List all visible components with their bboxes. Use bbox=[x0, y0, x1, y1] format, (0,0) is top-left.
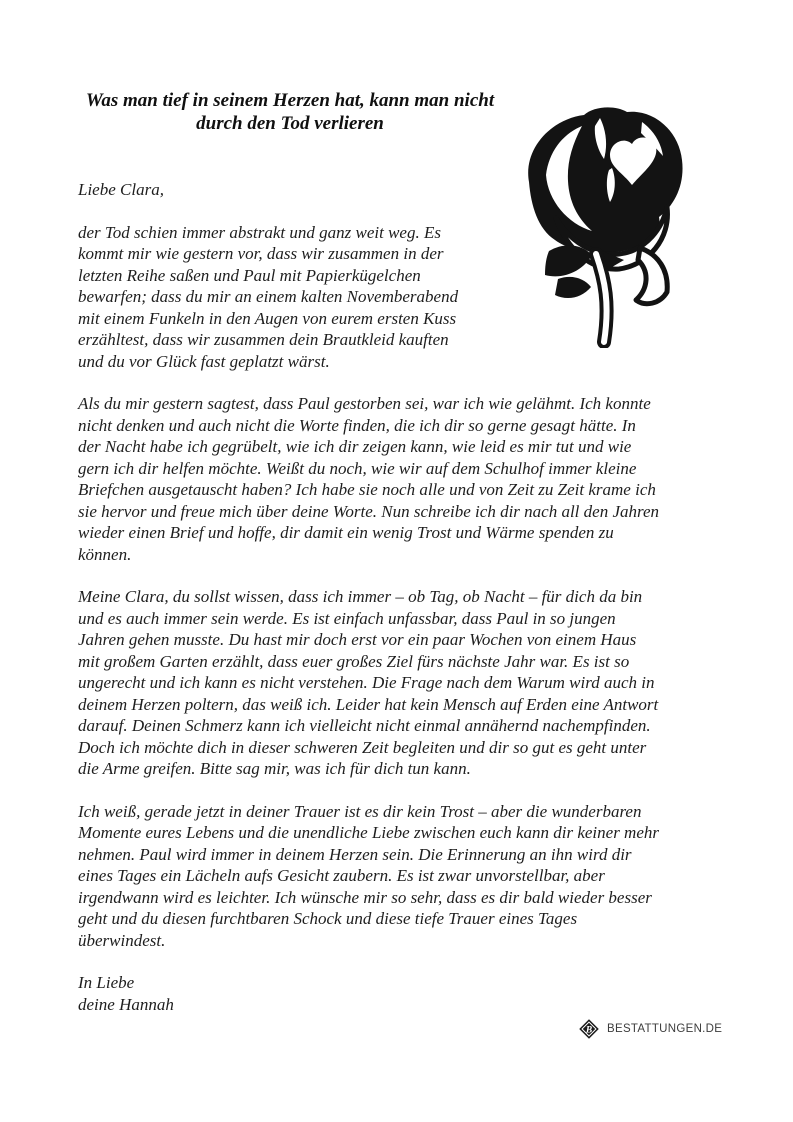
text-line: mit großem Garten erzählt, dass euer großes Ziel fürs nächste Jahr war. Es ist so bbox=[78, 651, 630, 671]
text-line: Als du mir gestern sagtest, dass Paul gestorben sei, war ich wie gelähmt. Ich konnte bbox=[78, 394, 651, 413]
salutation: Liebe Clara, bbox=[78, 180, 164, 199]
text-line: Was man tief in seinem Herzen hat, kann man nicht bbox=[85, 90, 495, 111]
text-line: sie hervor und freue mich über deine Worte. Nun schreibe ich dir nach all den Jahren bbox=[78, 501, 660, 521]
text-line: Briefchen ausgetauscht haben? Ich habe sie noch alle und von Zeit zu Zeit krame ich bbox=[78, 480, 656, 499]
text-line: deine Hannah bbox=[78, 994, 174, 1014]
text-line: ungerecht und ich kann es nicht verstehen. Die Frage nach dem Warum wird auch in bbox=[78, 673, 655, 692]
text-line: darauf. Deinen Schmerz kann ich vielleicht nicht einmal annähernd nachempfinden. bbox=[78, 716, 651, 735]
rose-icon bbox=[512, 102, 694, 348]
text-line: gern ich dir helfen möchte. Weißt du noch, wie wir auf dem Schulhof immer kleine bbox=[78, 458, 637, 478]
text-line: letzten Reihe saßen und Paul mit Papierkügelchen bbox=[78, 265, 421, 285]
text-line: Jahren gehen musste. Du hast mir doch erst vor ein paar Wochen von einem Haus bbox=[78, 630, 637, 649]
letter-closing bbox=[78, 972, 718, 1015]
text-line: bewarfen; dass du mir an einem kalten Novemberabend bbox=[78, 287, 459, 306]
text-line: und du vor Glück fast geplatzt wärst. bbox=[78, 351, 330, 371]
text-line: irgendwann wird es leichter. Ich wünsche mir so sehr, dass es dir bald wieder besser bbox=[78, 887, 652, 907]
text-line: überwindest. bbox=[78, 930, 166, 950]
letter-paragraph-2 bbox=[78, 393, 718, 565]
text-line: deinem Herzen poltern, das weiß ich. Leider hat kein Mensch auf Erden eine Antwort bbox=[78, 694, 659, 714]
text-line: der Nacht habe ich gegrübelt, wie ich dir zeigen kann, wie leid es mir tut und wie bbox=[78, 437, 632, 456]
text-line: die Arme greifen. Bitte sag mir, was ich für dich tun kann. bbox=[78, 759, 471, 778]
text-line: der Tod schien immer abstrakt und ganz weit weg. Es bbox=[78, 222, 441, 242]
text-line: können. bbox=[78, 544, 132, 564]
text-line: In Liebe bbox=[78, 973, 135, 992]
text-line: mit einem Funkeln in den Augen von eurem ersten Kuss bbox=[78, 308, 457, 328]
text-line: wieder einen Brief und hoffe, dir damit ein wenig Trost und Wärme spenden zu bbox=[78, 523, 614, 542]
text-line: eines Tages ein Lächeln aufs Gesicht zaubern. Es ist zwar unvorstellbar, aber bbox=[78, 866, 605, 885]
text-line: durch den Tod verlieren bbox=[196, 113, 384, 134]
brand-diamond-icon bbox=[578, 1018, 600, 1040]
memorial-quote-title bbox=[78, 89, 502, 135]
text-line: nicht denken und auch nicht die Worte finden, die ich dir so gerne gesagt hätte. In bbox=[78, 415, 636, 435]
text-line: Ich weiß, gerade jetzt in deiner Trauer ist es dir kein Trost – aber die wunderbaren bbox=[78, 801, 642, 821]
rose-image bbox=[512, 102, 694, 348]
letter-paragraph-4 bbox=[78, 801, 718, 952]
text-line: und es auch immer sein werde. Es ist einfach unfassbar, dass Paul in so jungen bbox=[78, 608, 616, 628]
text-line: Meine Clara, du sollst wissen, dass ich immer – ob Tag, ob Nacht – für dich da bin bbox=[78, 587, 643, 606]
brand-name: BESTATTUNGEN.DE bbox=[607, 1023, 723, 1035]
text-line: geht und du diesen furchtbaren Schock und diese tiefe Trauer eines Tages bbox=[78, 909, 578, 928]
text-line: kommt mir wie gestern vor, dass wir zusammen in der bbox=[78, 244, 444, 263]
text-line: nehmen. Paul wird immer in deinem Herzen sein. Die Erinnerung an ihn wird dir bbox=[78, 844, 632, 864]
text-line: erzähltest, dass wir zusammen dein Brautkleid kauften bbox=[78, 330, 449, 349]
letter-paragraph-3 bbox=[78, 586, 718, 780]
text-line: Doch ich möchte dich in dieser schweren Zeit begleiten und dir so gut es geht unter bbox=[78, 737, 647, 757]
text-line: Momente eures Lebens und die unendliche Liebe zwischen euch kann dir keiner mehr bbox=[78, 823, 659, 842]
brand-logo-letter: B bbox=[585, 1025, 593, 1036]
brand-logo bbox=[578, 1018, 722, 1040]
